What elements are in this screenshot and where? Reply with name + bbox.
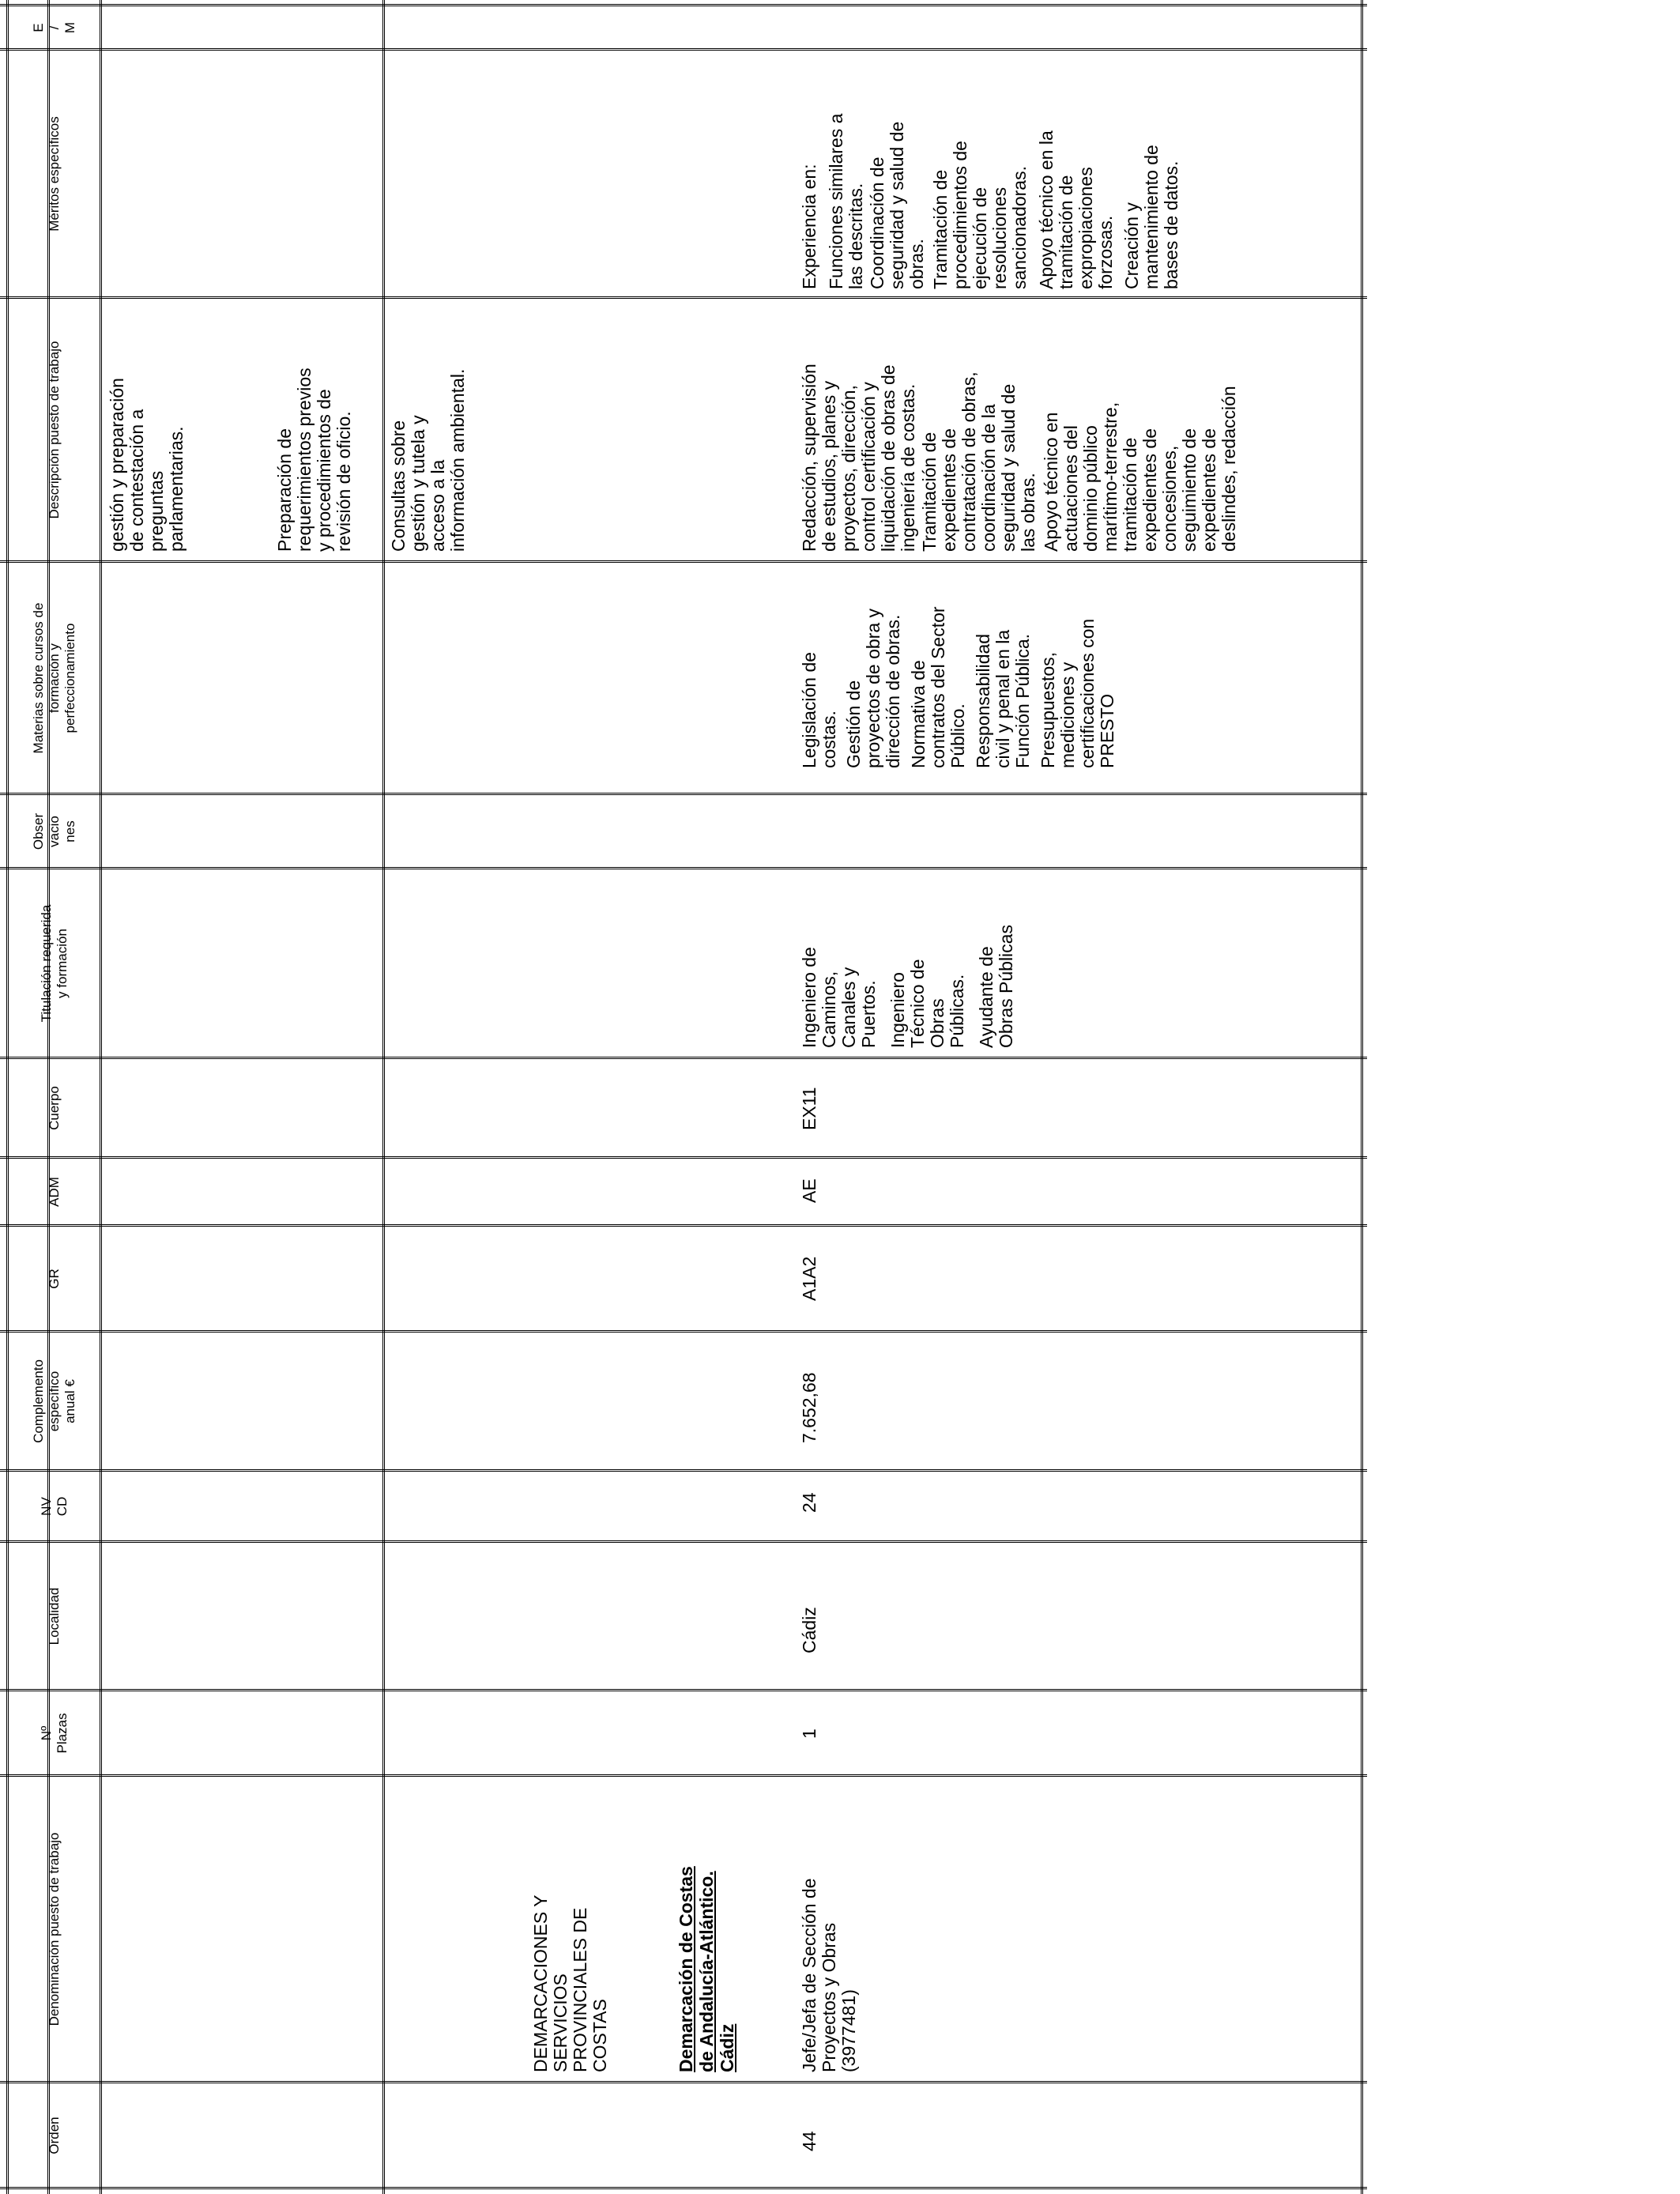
- row-titulacion-3: Ayudante de Obras Públicas: [976, 925, 1016, 1048]
- row-plazas: 1: [799, 1728, 819, 1739]
- row-meritos-3: Coordinación de seguridad y salud de obras.: [867, 121, 927, 289]
- row-descripcion-1: Redacción, supervisión de estudios, planes y proyectos, dirección, control certificación y liquidación de obras de ingeniería de costas.: [799, 364, 918, 552]
- continuation-descripcion-3: Consultas sobre gestión y tutela y acceso a la información ambiental.: [388, 368, 468, 552]
- table-border-bottom: [1361, 0, 1363, 2194]
- header-titulacion: Titulación requerida y formación: [39, 904, 70, 1023]
- header-meritos: Méritos específicos: [47, 116, 62, 232]
- row-titulacion-1: Ingeniero de Caminos, Canales y Puertos.: [799, 947, 879, 1048]
- row-meritos-1: Experiencia en:: [799, 164, 819, 289]
- row-denominacion: Jefe/Jefa de Sección de Proyectos y Obras (3977481): [799, 1878, 859, 2072]
- row-materias-4: Responsabilidad civil y penal en la Función Pública.: [973, 629, 1033, 768]
- row-localidad: Cádiz: [799, 1607, 819, 1653]
- section-title: DEMARCACIONES Y SERVICIOS PROVINCIALES DE COSTAS: [530, 1894, 610, 2072]
- row-materias-2: Gestión de proyectos de obra y dirección de obras.: [843, 608, 903, 768]
- row-nv-cd: 24: [799, 1492, 819, 1513]
- header-materias: Materias sobre cursos de formación y perfeccionamiento: [31, 602, 77, 754]
- body-inner-border: [100, 0, 102, 2194]
- header-localidad: Localidad: [47, 1587, 62, 1646]
- row-materias-1: Legislación de costas.: [799, 651, 839, 768]
- row-meritos-5: Apoyo técnico en la tramitación de expropiaciones forzosas.: [1036, 130, 1116, 289]
- row-meritos-4: Tramitación de procedimientos de ejecución de resoluciones sancionadoras.: [930, 141, 1030, 289]
- table-border-top: [6, 0, 9, 2194]
- col-sep-meritos: [0, 48, 1367, 51]
- col-sep-localidad: [0, 1540, 1367, 1543]
- continuation-descripcion-2: Preparación de requerimientos previos y procedimientos de revisión de oficio.: [274, 368, 354, 552]
- col-sep-cuerpo: [0, 1057, 1367, 1059]
- row-meritos-6: Creación y mantenimiento de bases de datos.: [1121, 145, 1181, 289]
- row-descripcion-2: Tramitación de expedientes de contratación de obras, coordinación de la seguridad y salud de las obras.: [919, 371, 1038, 552]
- row-cuerpo: EX11: [799, 1087, 819, 1130]
- col-sep-observaciones: [0, 793, 1367, 795]
- col-sep-descripcion: [0, 296, 1367, 299]
- col-sep-adm: [0, 1156, 1367, 1159]
- col-sep-materias: [0, 560, 1367, 563]
- row-orden: 44: [799, 2131, 819, 2151]
- col-sep-titulacion: [0, 867, 1367, 869]
- header-plazas: Nº Plazas: [39, 1713, 70, 1754]
- col-sep-nvcd: [0, 1469, 1367, 1472]
- header-cuerpo: Cuerpo: [47, 1086, 62, 1130]
- header-denominacion: Denominación puesto de trabajo: [47, 1832, 62, 2026]
- header-descripcion: Descripción puesto de trabajo: [47, 341, 62, 519]
- section-subtitle-1: Demarcación de Costas: [676, 1866, 696, 2072]
- continuation-descripcion-1: gestión y preparación de contestación a preguntas parlamentarias.: [107, 378, 186, 552]
- col-sep-gr: [0, 1224, 1367, 1227]
- row-meritos-2: Funciones similares a las descritas.: [826, 113, 866, 289]
- row-materias-3: Normativa de contratos del Sector Público.: [908, 606, 968, 768]
- header-adm: ADM: [47, 1177, 62, 1207]
- row-complemento: 7.652,68: [799, 1372, 819, 1443]
- row-adm: AE: [799, 1178, 819, 1203]
- row-gr: A1A2: [799, 1256, 819, 1301]
- col-sep-orden: [0, 2081, 1367, 2083]
- row-descripcion-3: Apoyo técnico en actuaciones del dominio público marítimo-terrestre, tramitación de expedientes de concesiones, seguimiento de expedientes de deslindes, redacción: [1041, 386, 1239, 552]
- header-orden: Orden: [47, 2117, 62, 2154]
- col-border-right: [0, 4, 1367, 6]
- col-sep-complemento: [0, 1330, 1367, 1333]
- col-sep-plazas: [0, 1689, 1367, 1691]
- section-separator: [382, 0, 385, 2194]
- section-subtitle-2: de Andalucía-Atlántico.: [696, 1871, 717, 2072]
- row-materias-5: Presupuestos, mediciones y certificaciones con PRESTO: [1038, 618, 1117, 768]
- col-border-left: [0, 2187, 1367, 2189]
- row-titulacion-2: Ingeniero Técnico de Obras Públicas.: [887, 959, 967, 1048]
- header-em: E / M: [31, 21, 77, 34]
- header-nv-cd: NV CD: [39, 1496, 70, 1517]
- header-gr: GR: [47, 1269, 62, 1289]
- header-observaciones: Obser vacio nes: [31, 812, 77, 850]
- col-sep-denominacion: [0, 1774, 1367, 1777]
- section-subtitle-3: Cádiz: [717, 2023, 737, 2072]
- header-complemento: Complemento específico anual €: [31, 1359, 77, 1443]
